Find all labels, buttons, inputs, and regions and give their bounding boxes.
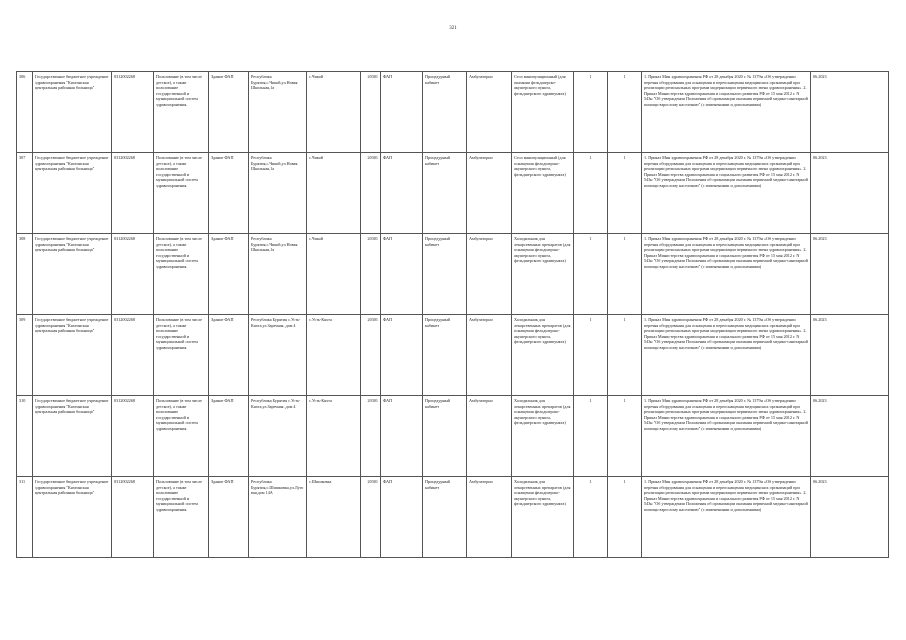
usage-purpose: Пользование (в том числе детское), а также пользование государственной и муниципальной систем здравоохранения. — [154, 72, 209, 153]
delivery-date: 06.2023 — [811, 477, 889, 558]
quantity-planned: 1 — [608, 153, 642, 234]
cabinet-name: Процедурный кабинет — [423, 477, 467, 558]
object-type: Здание ФАП — [209, 234, 249, 315]
facility-type: ФАП — [381, 315, 423, 396]
usage-purpose: Пользование (в том числе детское), а также пользование государственной и муниципальной систем здравоохранения. — [154, 477, 209, 558]
object-type: Здание ФАП — [209, 153, 249, 234]
quantity-planned: 1 — [608, 72, 642, 153]
delivery-date: 06.2023 — [811, 72, 889, 153]
inn-code: 0312002268 — [112, 396, 154, 477]
row-number: 307 — [17, 153, 33, 234]
object-address: Республика Бурятия,с.Шишковка,ул.Луговая,дом 14А — [249, 477, 307, 558]
care-form: Амбулаторно — [467, 72, 512, 153]
facility-type: ФАП — [381, 234, 423, 315]
locality-name: с.Усть-Кяхта — [307, 396, 361, 477]
quantity-planned: 1 — [608, 477, 642, 558]
object-address: Республика Бурятия,с.Чикой,ул.Новая Школьная,1а — [249, 234, 307, 315]
row-number: 306 — [17, 72, 33, 153]
quantity-required: 1 — [574, 153, 608, 234]
quantity-planned: 1 — [608, 396, 642, 477]
object-address: Республика Бурятия,с.Чикой,ул.Новая Школьная,1а — [249, 72, 307, 153]
legal-basis: 1. Приказ Мин здравоохранения РФ от 28 декабря 2020 г. № 1379н «Об утверждении перечня оборудования для оснащения и переоснащения медицинских организаций при реализации региональных программ модернизации первичного звена здравоохранения». 2. Приказ Министерства здравоохранения и социального развития РФ от 15 мая 2012 г. N 543н "Об утверждении Положения об организации оказания первичной медико-санитарной помощи взрослому населению" (с изменениями и дополнениями) — [642, 234, 811, 315]
object-address: Республика Бурятия,с.Чикой,ул.Новая Школьная,1а — [249, 153, 307, 234]
quantity-required: 1 — [574, 396, 608, 477]
locality-name: с.Чикой — [307, 234, 361, 315]
settlement-code: 20301 — [361, 396, 381, 477]
organization-name: Государственное бюджетное учреждение здравоохранения "Кяхтинская центральная районная больница" — [33, 234, 112, 315]
inn-code: 0312002268 — [112, 153, 154, 234]
equipment-name: Стол манипуляционный (для оказания фельдшерско-акушерского пункта, фельдшерского здравпункта) — [512, 72, 574, 153]
settlement-code: 20301 — [361, 153, 381, 234]
usage-purpose: Пользование (в том числе детское), а также пользование государственной и муниципальной систем здравоохранения. — [154, 396, 209, 477]
object-type: Здание ФАП — [209, 72, 249, 153]
quantity-planned: 1 — [608, 234, 642, 315]
inn-code: 0312002268 — [112, 72, 154, 153]
row-number: 310 — [17, 396, 33, 477]
care-form: Амбулаторно — [467, 396, 512, 477]
facility-type: ФАП — [381, 396, 423, 477]
delivery-date: 06.2023 — [811, 153, 889, 234]
delivery-date: 06.2023 — [811, 315, 889, 396]
care-form: Амбулаторно — [467, 315, 512, 396]
object-address: Республика Бурятия с.Усть-Кяхта,ул.Заречная ,дом 4 — [249, 315, 307, 396]
locality-name: с.Чикой — [307, 72, 361, 153]
settlement-code: 20301 — [361, 477, 381, 558]
table-row — [17, 315, 889, 396]
locality-name: с.Усть-Кяхта — [307, 315, 361, 396]
organization-name: Государственное бюджетное учреждение здравоохранения "Кяхтинская центральная районная больница" — [33, 477, 112, 558]
equipment-name: Холодильник для лекарственных препаратов (для оснащения фельдшерско-акушерского пункта, фельдшерского здравпункта) — [512, 477, 574, 558]
usage-purpose: Пользование (в том числе детское), а также пользование государственной и муниципальной систем здравоохранения. — [154, 234, 209, 315]
organization-name: Государственное бюджетное учреждение здравоохранения "Кяхтинская центральная районная больница" — [33, 153, 112, 234]
legal-basis: 1. Приказ Мин здравоохранения РФ от 28 декабря 2020 г. № 1379н «Об утверждении перечня оборудования для оснащения и переоснащения медицинских организаций при реализации региональных программ модернизации первичного звена здравоохранения». 2. Приказ Министерства здравоохранения и социального развития РФ от 15 мая 2012 г. N 543н "Об утверждении Положения об организации оказания первичной медико-санитарной помощи взрослому населению" (с изменениями и дополнениями) — [642, 315, 811, 396]
inn-code: 0312002268 — [112, 234, 154, 315]
object-type: Здание ФАП — [209, 396, 249, 477]
organization-name: Государственное бюджетное учреждение здравоохранения "Кяхтинская центральная районная больница" — [33, 315, 112, 396]
equipment-name: Холодильник для лекарственных препаратов (для оснащения фельдшерско-акушерского пункта, фельдшерского здравпункта) — [512, 396, 574, 477]
equipment-name: Холодильник для лекарственных препаратов (для оснащения фельдшерско-акушерского пункта, фельдшерского здравпункта) — [512, 234, 574, 315]
cabinet-name: Процедурный кабинет — [423, 72, 467, 153]
legal-basis: 1. Приказ Мин здравоохранения РФ от 28 декабря 2020 г. № 1379н «Об утверждении перечня оборудования для оснащения и переоснащения медицинских организаций при реализации региональных программ модернизации первичного звена здравоохранения». 2. Приказ Министерства здравоохранения и социального развития РФ от 15 мая 2012 г. N 543н "Об утверждении Положения об организации оказания первичной медико-санитарной помощи взрослому населению" (с изменениями и дополнениями) — [642, 477, 811, 558]
facility-type: ФАП — [381, 72, 423, 153]
settlement-code: 20301 — [361, 234, 381, 315]
organization-name: Государственное бюджетное учреждение здравоохранения "Кяхтинская центральная районная больница" — [33, 396, 112, 477]
table-row — [17, 477, 889, 558]
settlement-code: 20301 — [361, 72, 381, 153]
quantity-planned: 1 — [608, 315, 642, 396]
row-number: 308 — [17, 234, 33, 315]
row-number: 309 — [17, 315, 33, 396]
locality-name: с.Шишковка — [307, 477, 361, 558]
facility-type: ФАП — [381, 477, 423, 558]
table-row — [17, 234, 889, 315]
quantity-required: 1 — [574, 315, 608, 396]
cabinet-name: Процедурный кабинет — [423, 396, 467, 477]
legal-basis: 1. Приказ Мин здравоохранения РФ от 28 декабря 2020 г. № 1379н «Об утверждении перечня оборудования для оснащения и переоснащения медицинских организаций при реализации региональных программ модернизации первичного звена здравоохранения». 2. Приказ Министерства здравоохранения и социального развития РФ от 15 мая 2012 г. N 543н "Об утверждении Положения об организации оказания первичной медико-санитарной помощи взрослому населению" (с изменениями и дополнениями) — [642, 72, 811, 153]
registry-rows — [17, 72, 889, 558]
page-number: 321 — [449, 26, 457, 31]
quantity-required: 1 — [574, 477, 608, 558]
cabinet-name: Процедурный кабинет — [423, 315, 467, 396]
row-number: 311 — [17, 477, 33, 558]
delivery-date: 06.2023 — [811, 396, 889, 477]
object-type: Здание ФАП — [209, 477, 249, 558]
object-type: Здание ФАП — [209, 315, 249, 396]
table-row — [17, 153, 889, 234]
table-row — [17, 396, 889, 477]
inn-code: 0312002268 — [112, 477, 154, 558]
settlement-code: 20301 — [361, 315, 381, 396]
usage-purpose: Пользование (в том числе детское), а также пользование государственной и муниципальной систем здравоохранения. — [154, 315, 209, 396]
care-form: Амбулаторно — [467, 153, 512, 234]
equipment-name: Стол манипуляционный (для оснащения фельдшерско-акушерского пункта, фельдшерского здравпункта) — [512, 153, 574, 234]
cabinet-name: Процедурный кабинет — [423, 153, 467, 234]
care-form: Амбулаторно — [467, 234, 512, 315]
facility-type: ФАП — [381, 153, 423, 234]
registry-table — [16, 71, 889, 558]
quantity-required: 1 — [574, 72, 608, 153]
inn-code: 0312002268 — [112, 315, 154, 396]
locality-name: с.Чикой — [307, 153, 361, 234]
legal-basis: 1. Приказ Мин здравоохранения РФ от 28 декабря 2020 г. № 1379н «Об утверждении перечня оборудования для оснащения и переоснащения медицинских организаций при реализации региональных программ модернизации первичного звена здравоохранения». 2. Приказ Министерства здравоохранения и социального развития РФ от 15 мая 2012 г. N 543н "Об утверждении Положения об организации оказания первичной медико-санитарной помощи взрослому населению" (с изменениями и дополнениями) — [642, 153, 811, 234]
legal-basis: 1. Приказ Мин здравоохранения РФ от 28 декабря 2020 г. № 1379н «Об утверждении перечня оборудования для оснащения и переоснащения медицинских организаций при реализации региональных программ модернизации первичного звена здравоохранения». 2. Приказ Министерства здравоохранения и социального развития РФ от 15 мая 2012 г. N 543н "Об утверждении Положения об организации оказания первичной медико-санитарной помощи взрослому населению" (с изменениями и дополнениями) — [642, 396, 811, 477]
table-row — [17, 72, 889, 153]
object-address: Республика Бурятия с.Усть-Кяхта,ул.Заречная ,дом 4 — [249, 396, 307, 477]
quantity-required: 1 — [574, 234, 608, 315]
care-form: Амбулаторно — [467, 477, 512, 558]
cabinet-name: Процедурный кабинет — [423, 234, 467, 315]
equipment-name: Холодильник для лекарственных препаратов (для оснащения фельдшерско-акушерского пункта, фельдшерского здравпункта) — [512, 315, 574, 396]
delivery-date: 06.2023 — [811, 234, 889, 315]
organization-name: Государственное бюджетное учреждение здравоохранения "Кяхтинская центральная районная больница" — [33, 72, 112, 153]
usage-purpose: Пользование (в том числе детское), а также пользование государственной и муниципальной систем здравоохранения. — [154, 153, 209, 234]
